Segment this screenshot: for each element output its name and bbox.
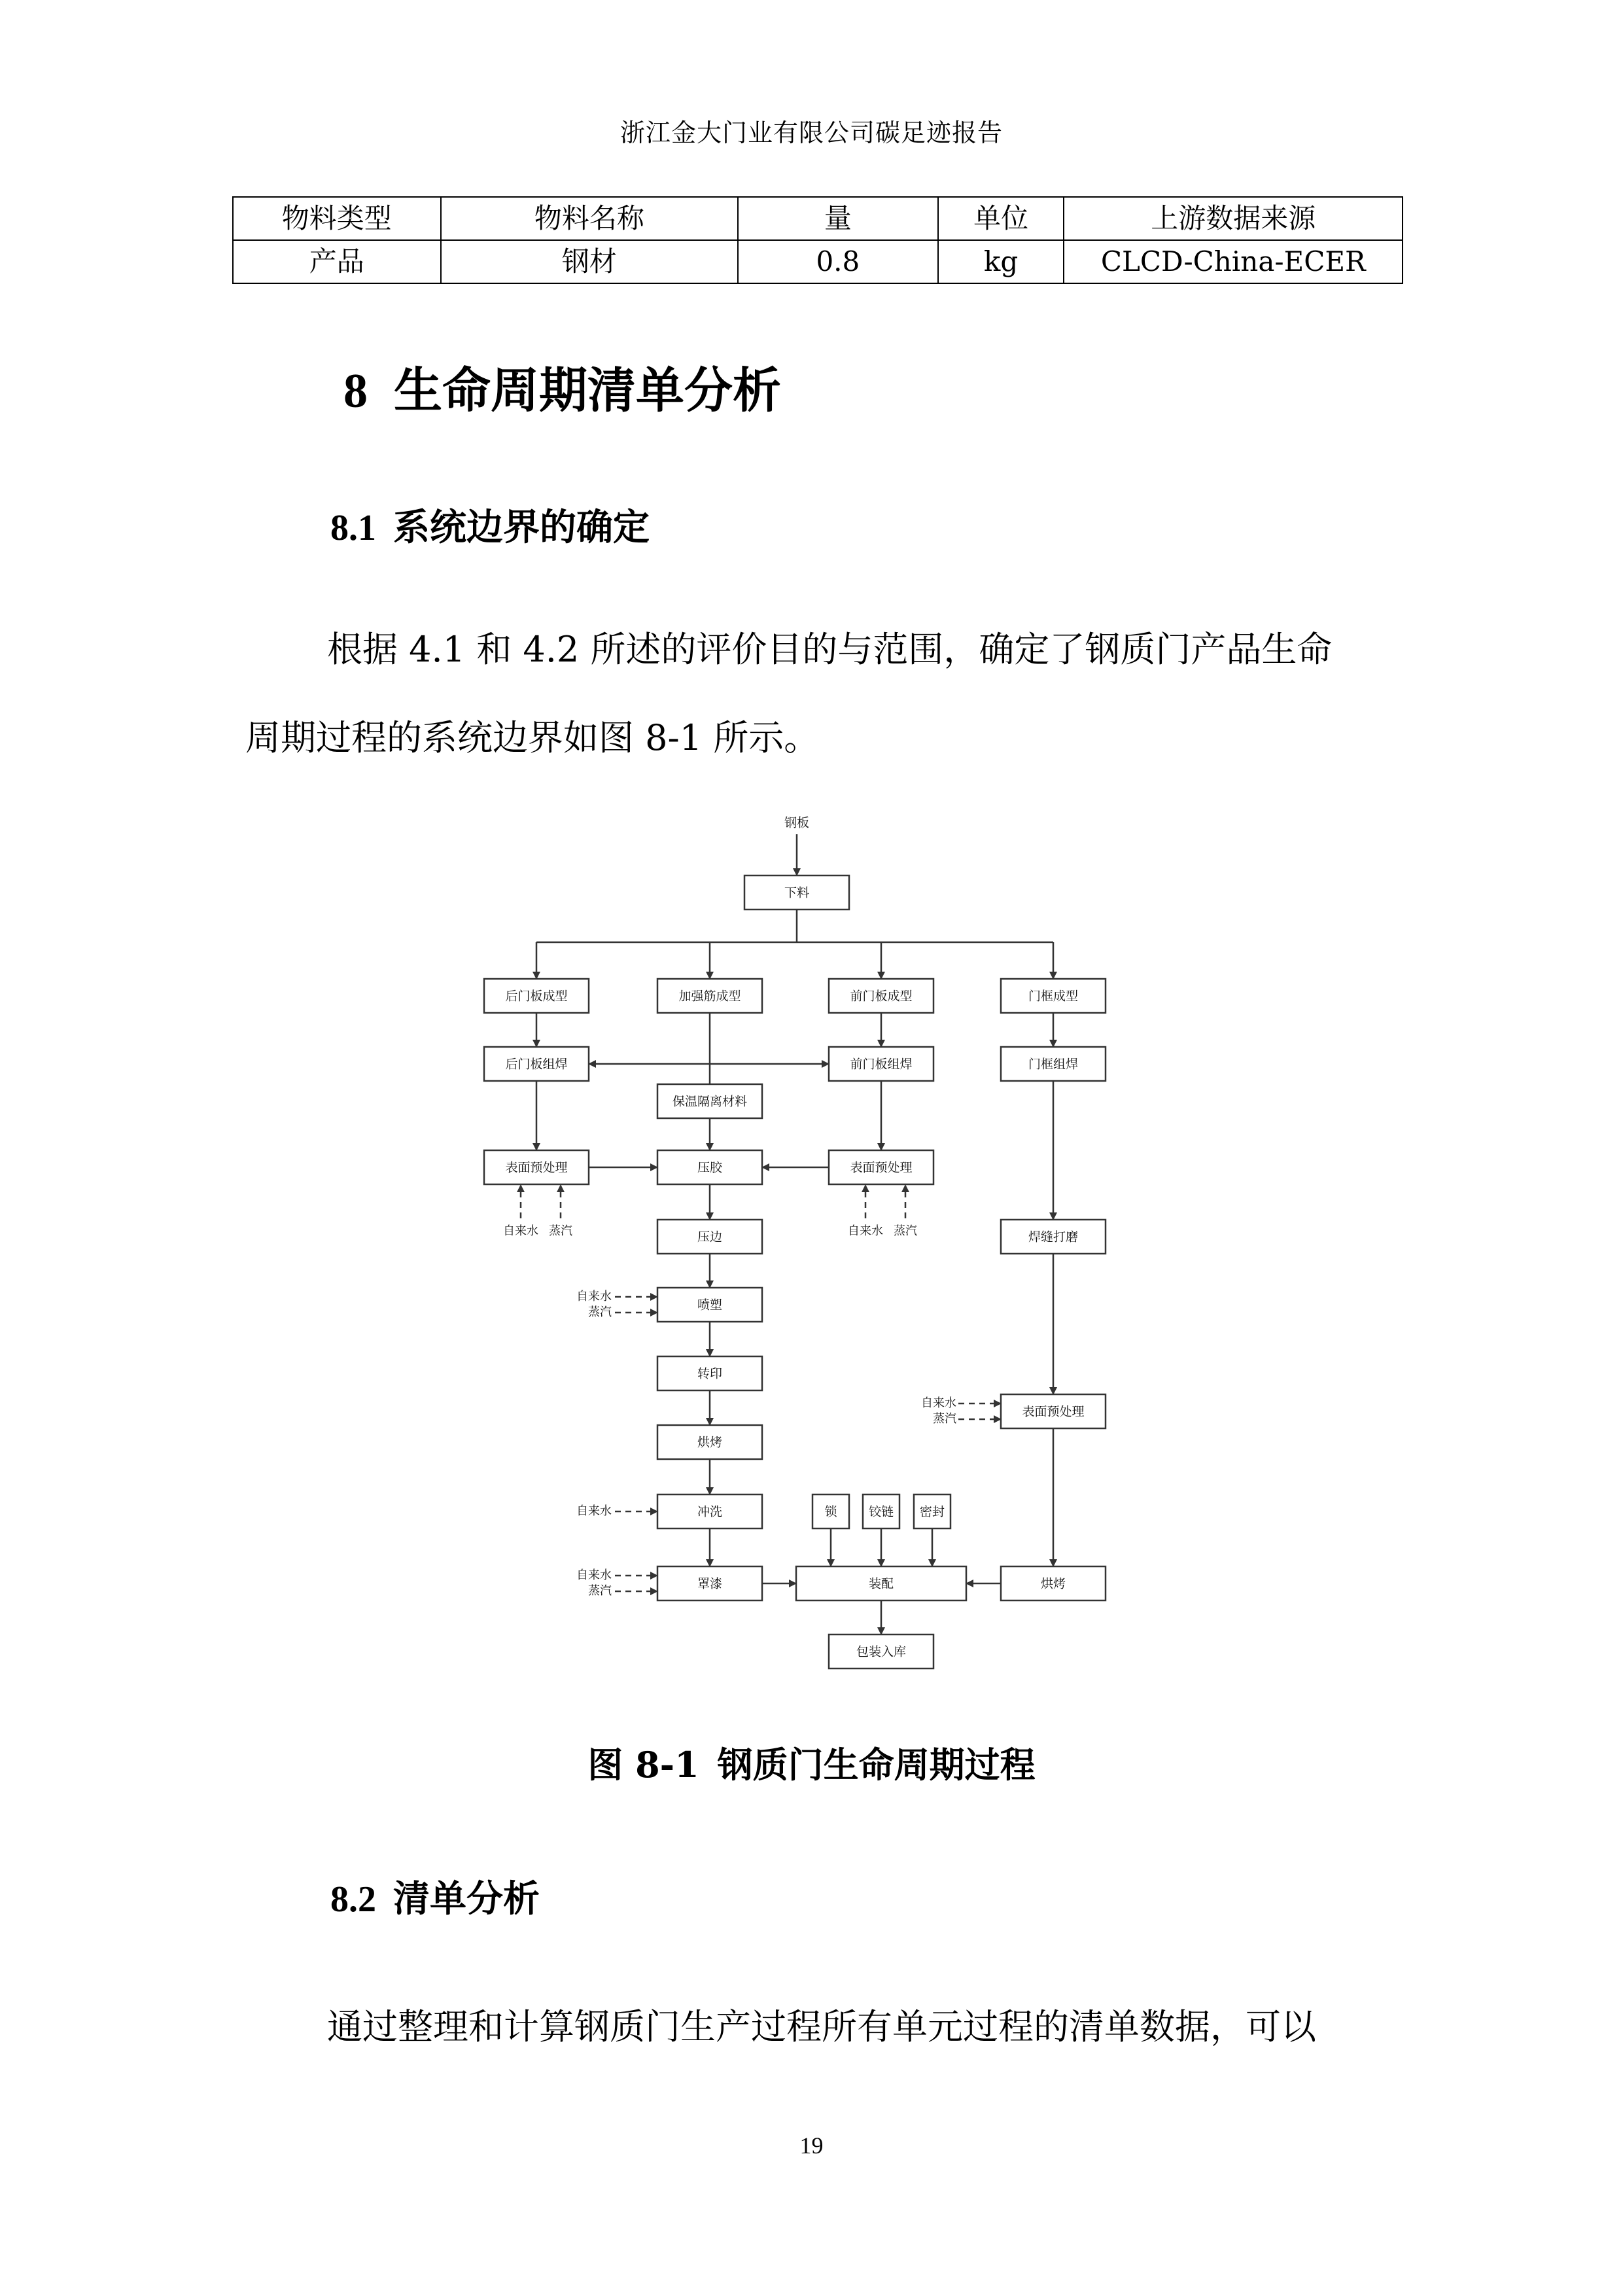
svg-text:焊缝打磨: 焊缝打磨 — [1028, 1229, 1079, 1245]
section-number: 8 — [343, 364, 368, 418]
svg-text:前门板组焊: 前门板组焊 — [850, 1057, 913, 1072]
input-label: 蒸汽 — [933, 1412, 956, 1426]
svg-text:前门板成型: 前门板成型 — [850, 989, 913, 1004]
input-label: 自来水 — [576, 1290, 612, 1303]
flow-node-spray — [657, 1288, 762, 1322]
report-header: 浙江金大门业有限公司碳足迹报告 — [620, 118, 1003, 147]
flow-node-pack — [829, 1634, 934, 1669]
table-cell: kg — [938, 240, 1064, 283]
table-header-cell: 物料类型 — [233, 197, 441, 240]
flow-node-front-weld — [829, 1047, 934, 1081]
svg-text:后门板成型: 后门板成型 — [505, 989, 568, 1004]
table-row — [233, 240, 1403, 283]
flow-node-back-weld — [484, 1047, 589, 1081]
flow-node-press — [657, 1150, 762, 1184]
input-label: 蒸汽 — [894, 1224, 917, 1238]
flow-node-back-pre — [484, 1150, 589, 1184]
svg-text:烘烤: 烘烤 — [697, 1435, 723, 1450]
table-header-cell: 上游数据来源 — [1064, 197, 1403, 240]
flow-node-bake1 — [657, 1425, 762, 1459]
input-label: 自来水 — [848, 1224, 883, 1238]
flow-node-frame-pre — [1001, 1394, 1106, 1428]
section-number: 8.2 — [330, 1879, 376, 1920]
paragraph-line: 周期过程的系统边界如图 8-1 所示。 — [245, 717, 820, 758]
svg-text:铰链: 铰链 — [868, 1504, 894, 1519]
section-8-heading — [343, 352, 781, 421]
flow-node-front-pre — [829, 1150, 934, 1184]
flow-node-weld-grind — [1001, 1220, 1106, 1254]
svg-text:锁: 锁 — [824, 1504, 837, 1519]
flow-node-back-form — [484, 979, 589, 1013]
svg-text:门框组焊: 门框组焊 — [1028, 1057, 1079, 1072]
flow-node-frame-weld — [1001, 1047, 1106, 1081]
material-table — [232, 196, 1403, 284]
flow-node-rinse — [657, 1494, 762, 1528]
svg-text:喷塑: 喷塑 — [697, 1298, 723, 1313]
lifecycle-flow-diagram — [458, 805, 1145, 1682]
table-header-row — [233, 197, 1403, 240]
table-cell: CLCD-China-ECER — [1064, 240, 1403, 283]
flow-node-transfer — [657, 1356, 762, 1390]
table-cell: 0.8 — [738, 240, 938, 283]
input-label: 蒸汽 — [588, 1305, 612, 1319]
table-header-cell: 单位 — [938, 197, 1064, 240]
flow-node-cut — [744, 875, 849, 910]
figure-label: 图 8-1 — [587, 1744, 699, 1786]
svg-text:包装入库: 包装入库 — [856, 1644, 907, 1659]
svg-text:压边: 压边 — [697, 1229, 723, 1245]
flow-node-lock — [812, 1494, 849, 1528]
section-8-2-heading — [330, 1870, 540, 1922]
svg-text:转印: 转印 — [697, 1366, 723, 1381]
flow-node-rib-form — [657, 979, 762, 1013]
section-title: 生命周期清单分析 — [394, 362, 781, 419]
section-8-1-heading — [330, 499, 650, 551]
svg-text:保温隔离材料: 保温隔离材料 — [672, 1094, 748, 1109]
flow-node-edge — [657, 1220, 762, 1254]
page-number: 19 — [799, 2132, 824, 2159]
svg-text:冲洗: 冲洗 — [697, 1504, 723, 1519]
section-8-1-paragraph — [245, 605, 1397, 782]
flow-node-assemble — [796, 1566, 966, 1600]
flow-node-insulation — [657, 1084, 762, 1118]
svg-text:烘烤: 烘烤 — [1040, 1576, 1066, 1591]
flow-node-hinge — [863, 1494, 899, 1528]
svg-text:加强筋成型: 加强筋成型 — [678, 989, 741, 1004]
svg-text:后门板组焊: 后门板组焊 — [505, 1057, 568, 1072]
input-label: 自来水 — [921, 1396, 956, 1410]
input-label: 自来水 — [576, 1568, 612, 1582]
section-title: 系统边界的确定 — [393, 506, 650, 549]
node-label-steel-plate: 钢板 — [784, 815, 810, 830]
input-label: 蒸汽 — [588, 1584, 612, 1598]
section-title: 清单分析 — [393, 1877, 540, 1920]
svg-text:压胶: 压胶 — [697, 1160, 723, 1175]
flow-node-front-form — [829, 979, 934, 1013]
table-header-cell: 量 — [738, 197, 938, 240]
input-label: 自来水 — [503, 1224, 538, 1238]
figure-caption — [0, 1737, 1623, 1788]
section-number: 8.1 — [330, 508, 376, 548]
input-label: 自来水 — [576, 1504, 612, 1518]
svg-text:表面预处理: 表面预处理 — [1022, 1404, 1085, 1419]
table-cell: 产品 — [233, 240, 441, 283]
flow-node-frame-form — [1001, 979, 1106, 1013]
svg-text:表面预处理: 表面预处理 — [850, 1160, 913, 1175]
input-label: 蒸汽 — [549, 1224, 572, 1238]
svg-text:装配: 装配 — [868, 1576, 894, 1591]
svg-text:罩漆: 罩漆 — [697, 1576, 723, 1591]
paragraph-line: 通过整理和计算钢质门生产过程所有单元过程的清单数据，可以 — [327, 2006, 1316, 2047]
svg-text:密封: 密封 — [919, 1504, 945, 1519]
svg-text:表面预处理: 表面预处理 — [505, 1160, 568, 1175]
table-header-cell: 物料名称 — [441, 197, 738, 240]
svg-text:门框成型: 门框成型 — [1028, 989, 1079, 1004]
flow-node-bake2 — [1001, 1566, 1106, 1600]
section-8-2-paragraph — [245, 1983, 1397, 2071]
paragraph-line: 根据 4.1 和 4.2 所述的评价目的与范围，确定了钢质门产品生命 — [327, 629, 1333, 670]
flow-node-coat — [657, 1566, 762, 1600]
flow-node-seal — [914, 1494, 951, 1528]
table-cell: 钢材 — [441, 240, 738, 283]
svg-text:下料: 下料 — [784, 885, 810, 900]
figure-title: 钢质门生命周期过程 — [717, 1744, 1036, 1786]
